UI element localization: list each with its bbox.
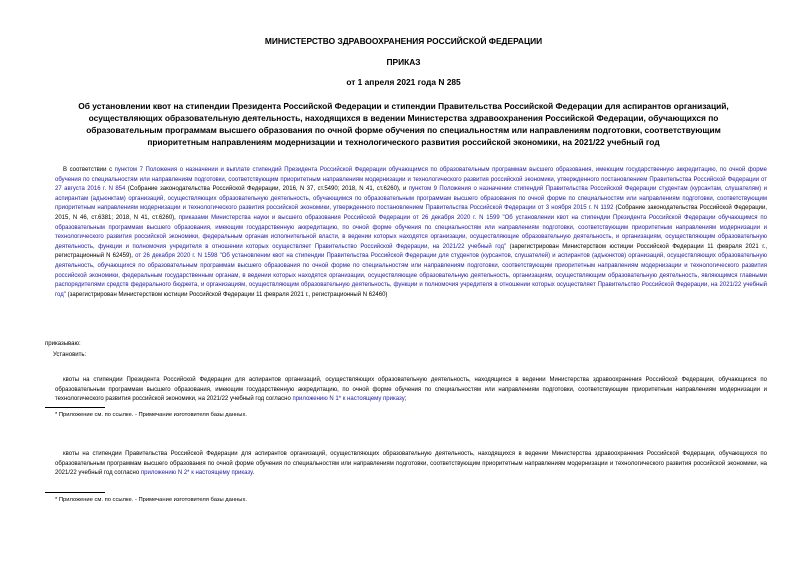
item-end: ; bbox=[404, 396, 407, 403]
preamble-link-clause9[interactable]: пунктом 9 Положения о назначении стипендий Правительства Российской Федерации студентам (курсантам, слушателям) и аспирантам (адъюнктам) организаций, осуществляющих образовательную деятельность, обучающимся по образовательным программам высшего образования по очной форме по специальностям или направлениям подготовки, соответствующим приоритетным направлениям модернизации и технологического развития российской экономики, утвержденного постановлением Правительства Российской Федерации от 3 ноября 2015 г. N 1192 bbox=[55, 186, 767, 212]
document-date: от 1 апреля 2021 года N 285 bbox=[346, 77, 461, 87]
preamble-text: (Собрание законодательства Российской Федерации, 2016, N 37, ст.5490; 2018, N 41, ст.6260), и bbox=[125, 186, 409, 193]
preamble-link-order-1598[interactable]: от 26 декабря 2020 г. N 1598 "Об установлении квот на стипендии Правительства Российской Федерации для студентов (курсантов, слушателей) и аспирантов (адъюнктов) организаций, осуществляющих образовательную деятельность, обучающихся по образовательным программам высшего образования по очной форме по специальностям или направлениям подготовки, соответствующим приоритетным направлениям модернизации и технологического развития российской экономики, федеральным государственным органам, в ведении которых находятся организации, осуществляющие образовательную деятельность, организациям, осуществляющим образовательную деятельность, являющимся главными распорядителями средств федерального бюджета, и организациям, осуществляющим образовательную деятельность, функции и полномочия учредителя в отношении которых осуществляет Правительство Российской Федерации, на 2021/22 учебный год" bbox=[55, 253, 767, 298]
item-text: квоты на стипендии Правительства Российской Федерации для аспирантов организаций, осуществляющих образовательную деятельность, находящихся в ведении Министерства здравоохранения Российской Федерации, обучающихся по образовательным программам высшего образования по очной форме обучения по специальностям или направлениям подготовки, соответствующим приоритетным направлениям модернизации и технологического развития российской экономики, на 2021/22 учебный год согласно bbox=[55, 451, 767, 477]
establish-label: Установить: bbox=[53, 352, 87, 358]
footnote-2: * Приложение см. по ссылке. - Примечание изготовителя базы данных. bbox=[55, 497, 247, 503]
appendix-1-link[interactable]: приложению N 1* к настоящему приказу bbox=[292, 396, 405, 403]
orders-label: приказываю: bbox=[45, 341, 81, 347]
document-title: Об установлении квот на стипендии Президента Российской Федерации и стипендии Правительства Российской Федерации для аспирантов организаций, осуществляющих образовательную деятельность, находящихся в ведении Министерства здравоохранения Российской Федерации, обучающихся по образовательным программам высшего образования по очной форме обучения по специальностям или направлениям подготовки, соответствующим приоритетным направлениям модернизации и технологического развития российской экономики, на 2021/22 учебный год bbox=[78, 101, 729, 147]
preamble-text: В соответствии с bbox=[63, 167, 115, 173]
preamble-link-order-1599[interactable]: приказами Министерства науки и высшего образования Российской Федерации от 26 декабря 2020 г. N 1599 "Об установлении квот на стипендии Президента Российской Федерации обучающимся по образовательным программам высшего образования, имеющим государственную аккредитацию, по очной форме обучения по специальностям или направлениям подготовки, соответствующим приоритетным направлениям модернизации и технологического развития российской экономики, федеральным органам исполнительной власти, в ведении которых находятся организации, осуществляющие образовательную деятельность, и организациям, осуществляющим образовательную деятельность, функции и полномочия учредителя в отношении которых осуществляет Правительство Российской Федерации, на 2021/22 учебный год" bbox=[55, 214, 767, 250]
preamble-text: (зарегистрирован Министерством юстиции Российской Федерации 11 февраля 2021 г., регистрационный N 62460) bbox=[65, 291, 388, 298]
preamble-text: (зарегистрирован Министерством юстиции Российской Федерации 11 февраля 2021 г., регистрационный N 62459), bbox=[55, 243, 767, 260]
footnote-1: * Приложение см. по ссылке. - Примечание изготовителя базы данных. bbox=[55, 412, 247, 418]
preamble-text: (Собрание законодательства Российской Федерации, 2015, N 46, ст.6381; 2018, N 41, ст.6260), bbox=[55, 205, 767, 221]
footnote-divider bbox=[45, 492, 105, 493]
quota-item-1 bbox=[55, 376, 767, 405]
document-type: ПРИКАЗ bbox=[386, 57, 421, 67]
quota-item-2 bbox=[55, 450, 767, 479]
appendix-2-link[interactable]: приложению N 2* к настоящему приказу bbox=[140, 470, 253, 477]
ministry-heading: МИНИСТЕРСТВО ЗДРАВООХРАНЕНИЯ РОССИЙСКОЙ ФЕДЕРАЦИИ bbox=[264, 36, 543, 46]
item-text: квоты на стипендии Президента Российской Федерации для аспирантов организаций, осуществляющих образовательную деятельность, находящихся в ведении Министерства здравоохранения Российской Федерации, обучающихся по образовательным программам высшего образования, имеющим государственную аккредитацию, по очной форме обучения по специальностям или направлениям подготовки, соответствующим приоритетным направлениям модернизации и технологического развития российской экономики, на 2021/22 учебный год согласно bbox=[55, 377, 767, 403]
item-end: . bbox=[252, 470, 255, 477]
footnote-divider bbox=[45, 407, 105, 408]
preamble-paragraph bbox=[55, 166, 767, 300]
preamble-link-clause7[interactable]: пунктом 7 Положения о назначении и выплате стипендий Президента Российской Федерации обучающимся по образовательным программам высшего образования, имеющим государственную аккредитацию, по очной форме обучения по специальностям или направлениям подготовки, соответствующим приоритетным направлениям модернизации и технологического развития российской экономики, утвержденного постановлением Правительства Российской Федерации от 27 августа 2016 г. N 854 bbox=[55, 167, 767, 193]
